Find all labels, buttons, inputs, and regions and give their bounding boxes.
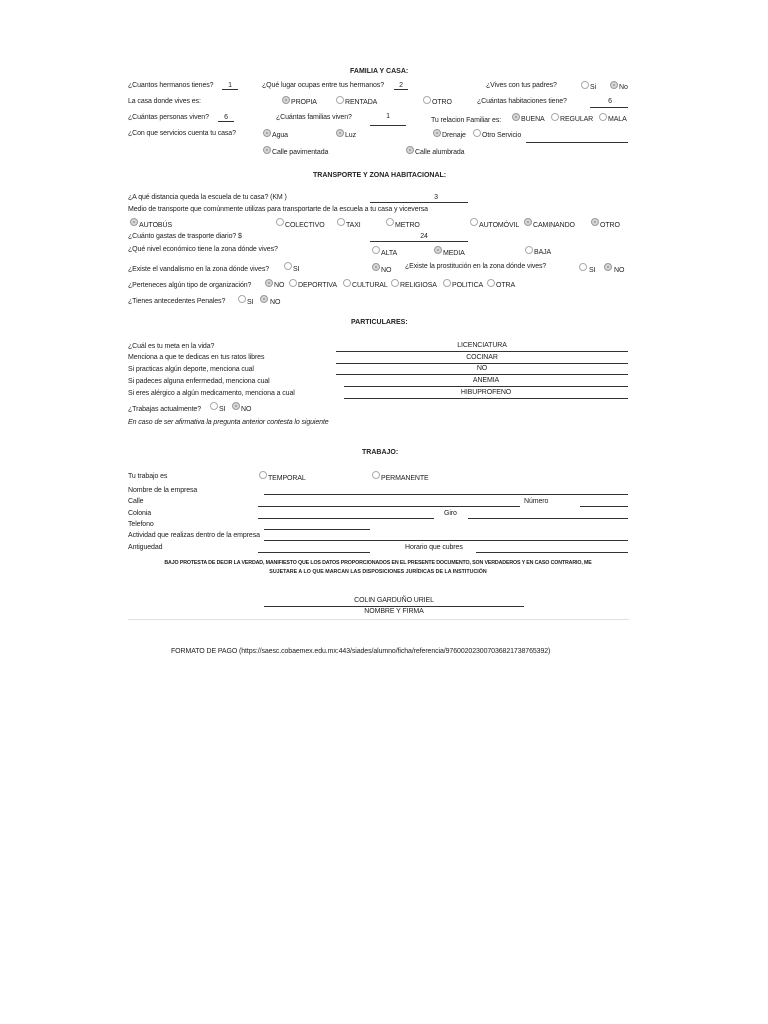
empresa-field[interactable] — [264, 494, 628, 495]
value-deporte[interactable]: NO — [476, 365, 488, 372]
label-casa: La casa donde vives es: — [128, 98, 201, 105]
radio-vandalismo-si[interactable] — [284, 262, 292, 270]
value-habitaciones[interactable]: 6 — [608, 98, 612, 105]
label-organizacion: ¿Perteneces algún tipo de organización? — [128, 282, 252, 289]
radio-automovil[interactable] — [470, 218, 478, 226]
label-gasto: ¿Cuánto gastas de trasporte diario? $ — [128, 233, 242, 240]
radio-label: OTRO — [432, 99, 452, 106]
radio-taxi[interactable] — [337, 218, 345, 226]
radio-caminando[interactable] — [524, 218, 532, 226]
label-padres: ¿Vives con tus padres? — [486, 82, 557, 89]
label-hermanos: ¿Cuantos hermanos tienes? — [128, 82, 214, 89]
radio-label: CAMINANDO — [533, 222, 575, 229]
numero-field[interactable] — [580, 506, 628, 507]
field-line — [222, 89, 238, 90]
value-familias[interactable]: 1 — [386, 113, 390, 120]
label-numero: Número — [524, 498, 549, 505]
label-actividad: Actividad que realizas dentro de la empresa — [128, 532, 260, 539]
radio-label: BAJA — [534, 249, 552, 256]
option-label: Drenaje — [442, 132, 466, 139]
radio-label: SI — [293, 266, 300, 273]
value-ratos[interactable]: COCINAR — [466, 354, 498, 361]
value-gasto[interactable]: 24 — [420, 233, 428, 240]
label-alergico: Si eres alérgico a algún medicamento, menciona a cual — [128, 390, 295, 397]
field-line — [526, 142, 628, 143]
radio-label: NO — [274, 282, 285, 289]
radio-label: NO — [241, 406, 252, 413]
signature-label: NOMBRE Y FIRMA — [364, 608, 424, 615]
option-label: Otro Servicio — [482, 132, 522, 139]
radio-label: No — [619, 84, 628, 91]
radio-relacion-regular[interactable] — [551, 113, 559, 121]
label-familias: ¿Cuántas familias viven? — [276, 114, 352, 121]
radio-org-deportiva[interactable] — [289, 279, 297, 287]
field-line — [370, 125, 406, 126]
note-afirmativa: En caso de ser afirmativa la pregunta anterior contesta lo siguiente — [128, 419, 329, 426]
field-line — [370, 241, 468, 242]
value-distancia[interactable]: 3 — [434, 194, 438, 201]
radio-label: Si — [590, 84, 597, 91]
antiguedad-field[interactable] — [258, 552, 370, 553]
radio-label: NO — [381, 267, 392, 274]
colonia-field[interactable] — [258, 518, 434, 519]
radio-label: OTRA — [496, 282, 516, 289]
radio-label: RENTADA — [345, 99, 378, 106]
actividad-field[interactable] — [264, 540, 628, 541]
radio-label: BUENA — [521, 116, 545, 123]
radio-label: PROPIA — [291, 99, 317, 106]
radio-label: TAXI — [346, 222, 361, 229]
radio-org-cultural[interactable] — [343, 279, 351, 287]
label-empresa: Nombre de la empresa — [128, 487, 198, 494]
radio-colectivo[interactable] — [276, 218, 284, 226]
checkbox-otro-servicio[interactable] — [473, 129, 481, 137]
checkbox-calle-alumbrada[interactable] — [406, 146, 414, 154]
label-prostitucion: ¿Existe la prostitución en la zona dónde vives? — [405, 263, 547, 270]
signature-name: COLIN GARDUÑO URIEL — [354, 597, 434, 604]
label-telefono: Telefono — [128, 521, 154, 528]
radio-vandalismo-no[interactable] — [372, 263, 380, 271]
option-label: Agua — [272, 132, 288, 139]
radio-penales-no[interactable] — [260, 295, 268, 303]
radio-label: AUTOBÚS — [139, 222, 173, 229]
value-alergico[interactable]: HIBUPROFENO — [460, 389, 512, 396]
radio-org-no[interactable] — [265, 279, 273, 287]
telefono-field[interactable] — [264, 529, 370, 530]
radio-trabajas-no[interactable] — [232, 402, 240, 410]
radio-otro[interactable] — [591, 218, 599, 226]
field-line — [394, 89, 408, 90]
radio-alta[interactable] — [372, 246, 380, 254]
declaration-line-1: BAJO PROTESTA DE DECIR LA VERDAD, MANIFIESTO QUE LOS DATOS PROPORCIONADOS EN EL PRESENTE DOCUMENTO, SON VERDADEROS Y EN CASO CONTRARIO, ME — [164, 560, 592, 566]
radio-relacion-buena[interactable] — [512, 113, 520, 121]
radio-label: NO — [270, 299, 281, 306]
radio-casa-propia[interactable] — [282, 96, 290, 104]
option-label: Luz — [345, 132, 356, 139]
checkbox-calle-pavimentada[interactable] — [263, 146, 271, 154]
label-habitaciones: ¿Cuántas habitaciones tiene? — [477, 98, 567, 105]
value-meta[interactable]: LICENCIATURA — [457, 342, 507, 349]
value-personas[interactable]: 6 — [224, 114, 228, 121]
label-nivel: ¿Qué nivel económico tiene la zona dónde vives? — [128, 246, 278, 253]
checkbox-drenaje[interactable] — [433, 129, 441, 137]
radio-label: CULTURAL — [352, 282, 388, 289]
label-penales: ¿Tienes antecedentes Penales? — [128, 298, 226, 305]
label-meta: ¿Cuál es tu meta en la vida? — [128, 343, 215, 350]
field-line — [336, 374, 628, 375]
radio-label: RELIGIOSA — [400, 282, 437, 289]
divider-rule — [128, 619, 629, 620]
radio-label: POLITICA — [452, 282, 484, 289]
radio-padres-no[interactable] — [610, 81, 618, 89]
radio-trabajas-si[interactable] — [210, 402, 218, 410]
label-colonia: Colonia — [128, 510, 152, 517]
radio-label: SI — [247, 299, 254, 306]
calle-field[interactable] — [258, 506, 520, 507]
radio-org-politica[interactable] — [443, 279, 451, 287]
radio-relacion-mala[interactable] — [599, 113, 607, 121]
payment-format-link[interactable]: FORMATO DE PAGO (https://saesc.cobaemex.edu.mx:443/siades/alumno/ficha/referencia/976002023007036821738765392) — [171, 648, 551, 655]
value-hermanos[interactable]: 1 — [228, 82, 232, 89]
label-lugar: ¿Qué lugar ocupas entre tus hermanos? — [262, 82, 384, 89]
radio-penales-si[interactable] — [238, 295, 246, 303]
radio-label: DEPORTIVA — [298, 282, 337, 289]
label-relacion: Tu relacion Familiar es: — [431, 117, 502, 124]
field-line — [344, 398, 628, 399]
radio-casa-otro[interactable] — [423, 96, 431, 104]
label-servicios: ¿Con que servicios cuenta tu casa? — [128, 130, 236, 137]
field-line — [336, 351, 628, 352]
radio-label: MEDIA — [443, 250, 465, 257]
label-deporte: Si practicas algún deporte, menciona cual — [128, 366, 254, 373]
label-vandalismo: ¿Existe el vandalismo en la zona dónde vives? — [128, 266, 270, 273]
radio-label: METRO — [395, 222, 420, 229]
radio-prostitucion-no[interactable] — [604, 263, 612, 271]
radio-label: TEMPORAL — [268, 475, 306, 482]
value-enfermedad[interactable]: ANEMIA — [472, 377, 500, 384]
value-lugar[interactable]: 2 — [399, 82, 403, 89]
radio-org-religiosa[interactable] — [391, 279, 399, 287]
label-medio: Medio de transporte que comúnmente utilizas para transportarte de la escuela a tu casa y viceversa — [128, 206, 428, 213]
declaration-line-2: SUJETARE A LO QUE MARCAN LAS DISPOSICIONES JURÍDICAS DE LA INSTITUCIÓN — [269, 569, 487, 575]
radio-metro[interactable] — [386, 218, 394, 226]
option-label: Calle pavimentada — [272, 149, 329, 156]
radio-label: ALTA — [381, 250, 398, 257]
giro-field[interactable] — [468, 518, 628, 519]
label-horario: Horario que cubres — [405, 544, 463, 551]
field-line — [370, 202, 468, 203]
label-distancia: ¿A qué distancia queda la escuela de tu casa? (KM ) — [128, 194, 287, 201]
label-trabajas: ¿Trabajas actualmente? — [128, 406, 202, 413]
radio-autobus[interactable] — [130, 218, 138, 226]
label-ratos: Menciona a que te dedicas en tus ratos libres — [128, 354, 265, 361]
label-giro: Giro — [444, 510, 457, 517]
checkbox-luz[interactable] — [336, 129, 344, 137]
radio-label: SI — [589, 267, 596, 274]
radio-padres-si[interactable] — [581, 81, 589, 89]
radio-temporal[interactable] — [259, 471, 267, 479]
radio-media[interactable] — [434, 246, 442, 254]
section-title-particulares: PARTICULARES: — [351, 319, 408, 326]
label-tipo-trabajo: Tu trabajo es — [128, 473, 168, 480]
field-line — [590, 107, 628, 108]
radio-baja[interactable] — [525, 246, 533, 254]
field-line — [218, 121, 234, 122]
label-calle: Calle — [128, 498, 144, 505]
label-antiguedad: Antiguedad — [128, 544, 163, 551]
radio-label: COLECTIVO — [285, 222, 325, 229]
horario-field[interactable] — [476, 552, 628, 553]
field-line — [344, 386, 628, 387]
option-label: Calle alumbrada — [415, 149, 465, 156]
checkbox-agua[interactable] — [263, 129, 271, 137]
section-title-transporte: TRANSPORTE Y ZONA HABITACIONAL: — [313, 172, 447, 179]
radio-label: AUTOMÓVIL — [479, 222, 520, 229]
radio-casa-rentada[interactable] — [336, 96, 344, 104]
label-personas: ¿Cuántas personas viven? — [128, 114, 209, 121]
section-title-trabajo: TRABAJO: — [362, 449, 399, 456]
section-title-familia: FAMILIA Y CASA: — [350, 68, 409, 75]
radio-label: NO — [614, 267, 625, 274]
label-enfermedad: Si padeces alguna enfermedad, menciona cual — [128, 378, 270, 385]
radio-label: MALA — [608, 116, 627, 123]
radio-label: PERMANENTE — [381, 475, 429, 482]
radio-prostitucion-si[interactable] — [579, 263, 587, 271]
radio-label: SI — [219, 406, 226, 413]
radio-org-otra[interactable] — [487, 279, 495, 287]
radio-label: OTRO — [600, 222, 620, 229]
radio-permanente[interactable] — [372, 471, 380, 479]
radio-label: REGULAR — [560, 116, 594, 123]
